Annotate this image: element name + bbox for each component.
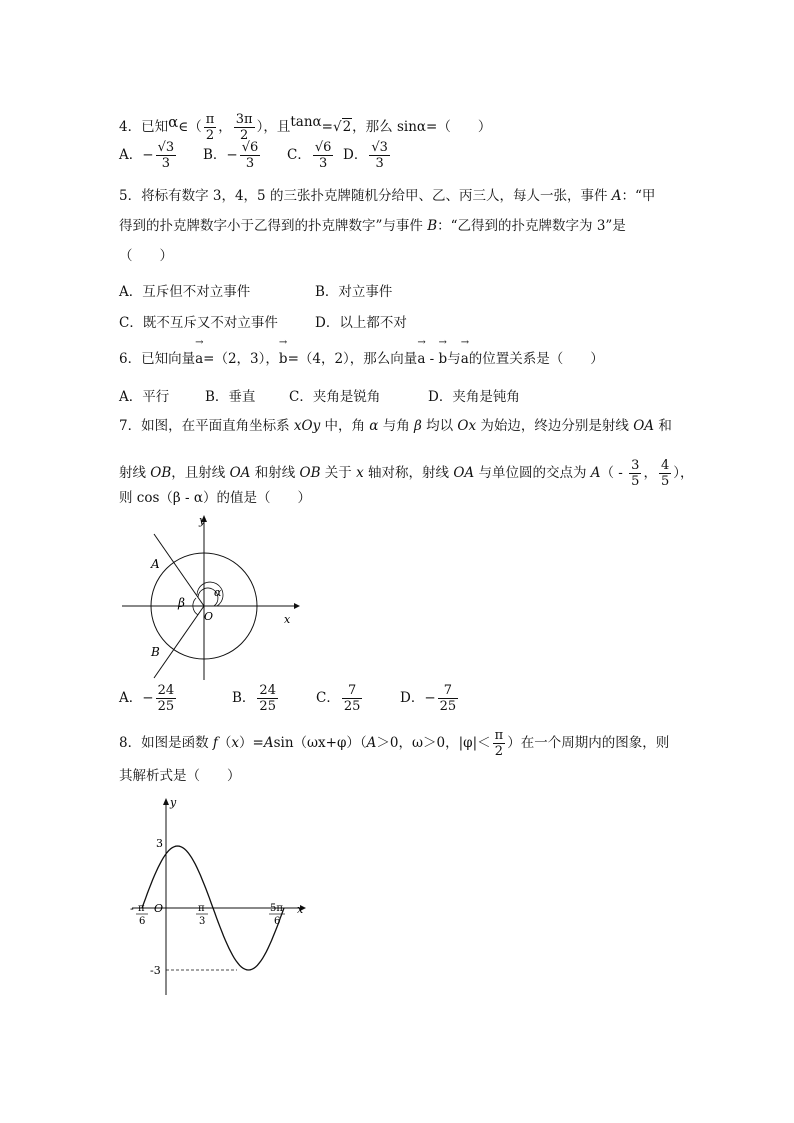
- q4-frac-pi-2: $\frac{\pi}{2}$: [205, 112, 215, 143]
- q8-fig-min-label: -3: [150, 964, 161, 977]
- q7-fig-origin-label: O: [204, 610, 214, 623]
- q7-fig-alpha-label: α: [214, 586, 222, 599]
- q6-stem: 6．已知向量→ a=（2，3），→ b=（4，2），那么向量→ a - → b与→ a的位置关系是（ ）: [119, 349, 604, 369]
- q5-stem-line3: （ ）: [119, 248, 173, 264]
- q4-stem: 4．已知α∈（ $\frac{\pi}{2}$ ， $\frac{3\pi}{2}$ ），且tanα=√2，那么 sinα=（ ）: [119, 112, 492, 143]
- q8-fig-tick2-num: π: [198, 903, 205, 914]
- q7-ray-ob: [154, 606, 204, 678]
- q7-unit-circle-figure: [118, 510, 303, 685]
- q7-option-a[interactable]: A．− $\frac{24}{25}$: [119, 683, 175, 714]
- q4-sqrt-2: √2: [332, 119, 352, 135]
- q7-fig-y-label: y: [199, 514, 206, 527]
- q6-option-d[interactable]: D．夹角是钝角: [428, 389, 520, 405]
- q8-fig-tick2-den: 3: [199, 916, 206, 927]
- q6-option-c[interactable]: C．夹角是锐角: [289, 389, 381, 405]
- q5-option-c[interactable]: C．既不互斥又不对立事件: [119, 315, 278, 331]
- q4-option-d[interactable]: D． $\frac{√3}{3}$: [343, 140, 388, 171]
- q5-option-b[interactable]: B．对立事件: [315, 284, 393, 300]
- q6-option-a[interactable]: A．平行: [119, 389, 170, 405]
- q5-option-d[interactable]: D．以上都不对: [315, 315, 407, 331]
- q7-fig-x-label: x: [284, 613, 291, 626]
- q8-fig-tick1-den: 6: [139, 916, 146, 927]
- q8-fig-tick3-num: 5π: [270, 903, 283, 914]
- q7-fig-a-label: A: [151, 557, 160, 571]
- q7-stem-line1: 7．如图，在平面直角坐标系 xOy 中，角 α 与角 β 均以 Ox 为始边，终边分别是射线 OA 和: [119, 418, 672, 434]
- q8-sine-graph-figure: [118, 795, 318, 1000]
- q5-stem-line2: 得到的扑克牌数字小于乙得到的扑克牌数字”与事件 B：“乙得到的扑克牌数字为 3”是: [119, 218, 626, 234]
- q4-option-a[interactable]: A．− $\frac{√3}{3}$: [119, 140, 175, 171]
- q8-stem-line2: 其解析式是（ ）: [119, 768, 241, 784]
- q7-x-axis-arrow: [294, 603, 300, 609]
- q8-fig-tick3-den: 6: [274, 916, 281, 927]
- q8-fig-max-label: 3: [156, 837, 163, 850]
- q7-option-c[interactable]: C． $\frac{7}{25}$: [316, 683, 361, 714]
- q8-fig-origin-label: O: [154, 902, 164, 915]
- q8-y-axis-arrow: [163, 798, 169, 805]
- q7-fig-b-label: B: [151, 645, 160, 659]
- q8-fig-tick1-num: π: [138, 903, 145, 914]
- q7-option-d[interactable]: D．− $\frac{7}{25}$: [400, 683, 457, 714]
- q6-option-b[interactable]: B．垂直: [205, 389, 256, 405]
- q8-fig-x-label: x: [297, 903, 304, 916]
- q8-fig-neg-sign: -: [130, 902, 134, 915]
- q7-option-b[interactable]: B． $\frac{24}{25}$: [232, 683, 276, 714]
- q7-stem-line2: 射线 OB，且射线 OA 和射线 OB 关于 x 轴对称，射线 OA 与单位圆的交点为 A（ - $\frac{3}{5}$ ， $\frac{4}{5}$ ），: [119, 458, 694, 489]
- q7-stem-line3: 则 cos（β - α）的值是（ ）: [119, 490, 311, 506]
- q8-fig-y-label: y: [170, 796, 177, 809]
- q7-fig-beta-label: β: [178, 596, 185, 610]
- q4-frac-3pi-2: $\frac{3\pi}{2}$: [235, 112, 253, 143]
- q5-option-a[interactable]: A．互斥但不对立事件: [119, 284, 251, 300]
- q8-stem-line1: 8．如图是函数 f（x）=Asin（ωx+φ）（A＞0，ω＞0，|φ|＜ $\frac{\pi}{2}$ ）在一个周期内的图象，则: [119, 728, 670, 759]
- q4-option-b[interactable]: B．− $\frac{√6}{3}$: [203, 140, 259, 171]
- q4-option-c[interactable]: C． $\frac{√6}{3}$: [287, 140, 332, 171]
- q5-stem-line1: 5．将标有数字 3，4，5 的三张扑克牌随机分给甲、乙、丙三人，每人一张，事件 A：“甲: [119, 188, 656, 204]
